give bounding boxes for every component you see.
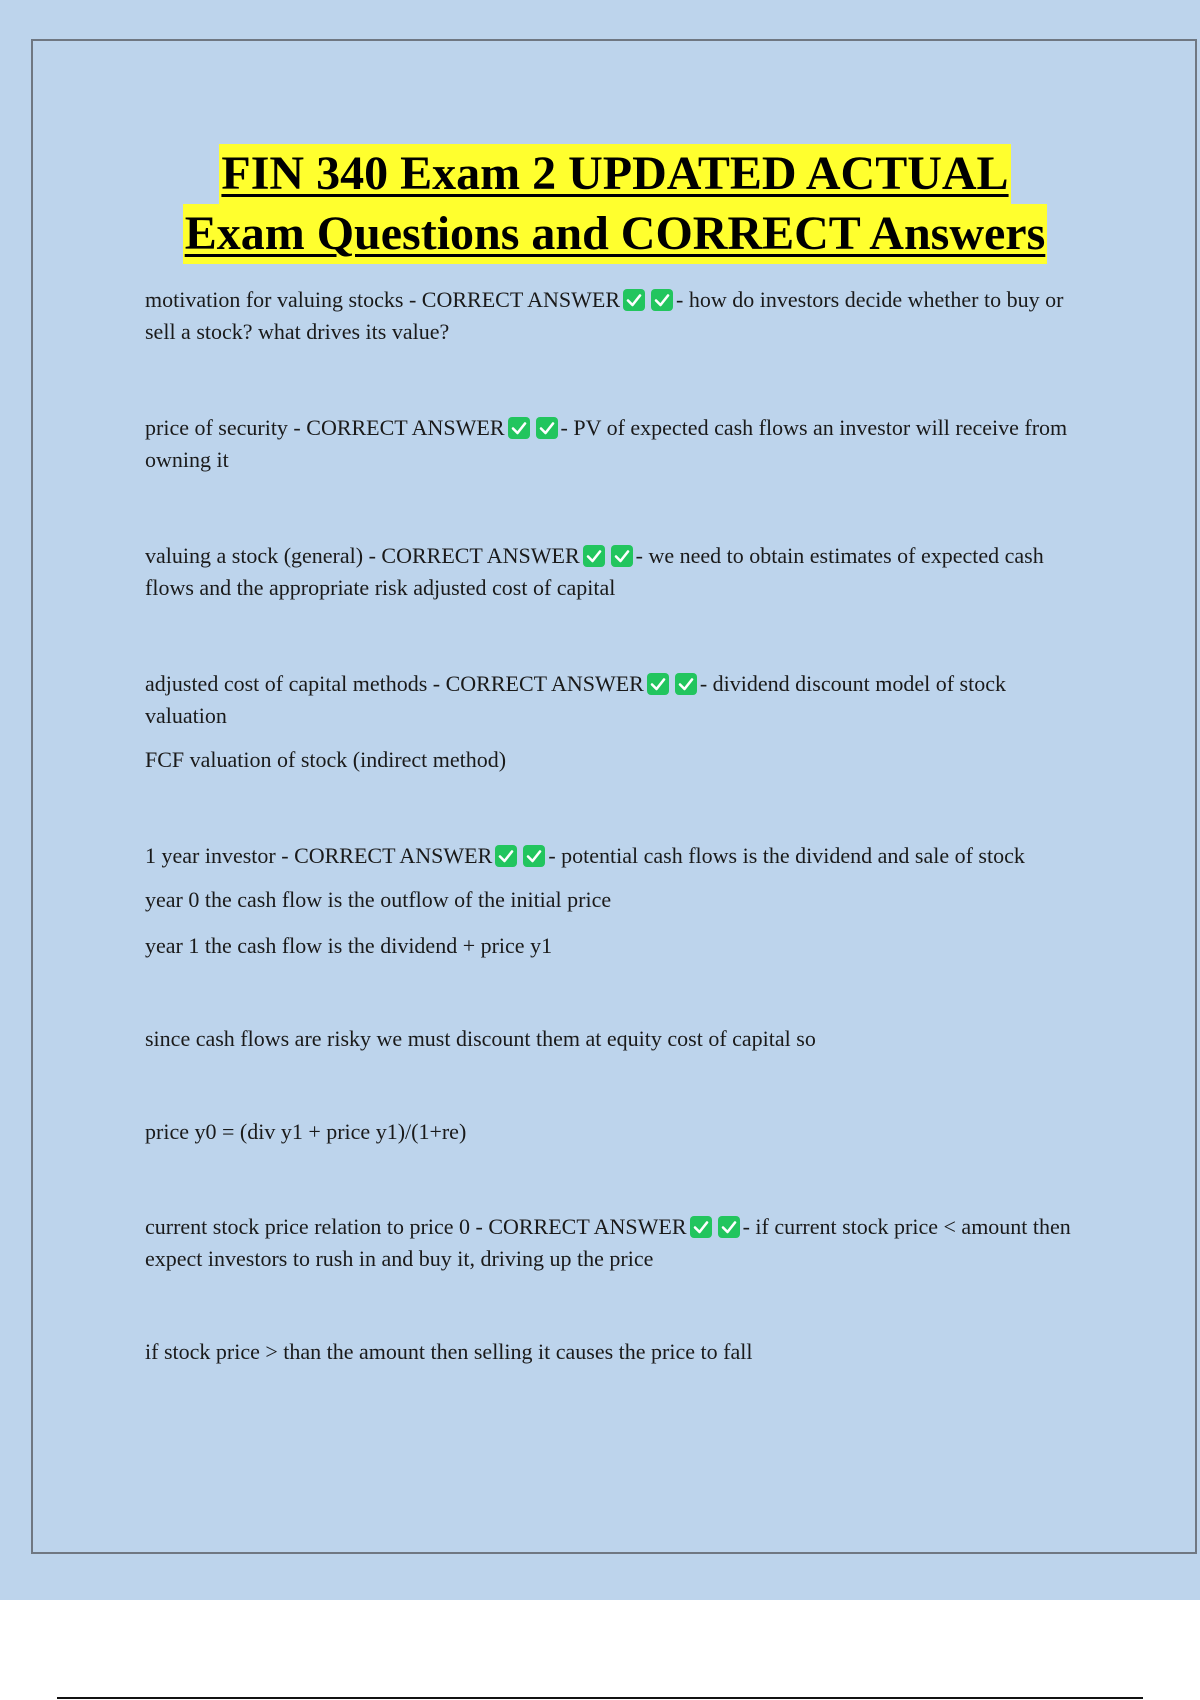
check-mark-icon <box>495 845 517 867</box>
answer-continuation: year 1 the cash flow is the dividend + price y1 <box>145 933 553 958</box>
title-line-1: FIN 340 Exam 2 UPDATED ACTUAL <box>219 144 1010 204</box>
question-term: 1 year investor - <box>145 843 295 868</box>
question-term: price of security - <box>145 415 307 440</box>
answer-text: - potential cash flows is the dividend and sale of stock <box>548 843 1025 868</box>
document-title <box>40 144 1190 264</box>
check-mark-icon <box>583 545 605 567</box>
check-mark-icon <box>523 845 545 867</box>
answer-continuation: FCF valuation of stock (indirect method) <box>145 747 507 772</box>
qa-entry <box>145 1211 1080 1275</box>
answer-text: - how do investors decide whether to buy or sell a stock? what drives its value? <box>145 287 1064 344</box>
footer-divider <box>57 1697 1143 1699</box>
check-mark-icon <box>675 673 697 695</box>
check-mark-icon <box>611 545 633 567</box>
check-mark-icon <box>651 289 673 311</box>
qa-entry <box>145 668 1080 732</box>
answer-marker: CORRECT ANSWER <box>306 415 505 440</box>
qa-entry <box>145 540 1080 604</box>
answer-marker: CORRECT ANSWER <box>488 1214 687 1239</box>
answer-continuation: since cash flows are risky we must discount them at equity cost of capital so <box>145 1026 816 1051</box>
check-mark-icon <box>536 417 558 439</box>
answer-marker: CORRECT ANSWER <box>445 671 644 696</box>
qa-entry <box>145 412 1080 476</box>
title-line-2: Exam Questions and CORRECT Answers <box>183 204 1048 264</box>
answer-text: - if current stock price < amount then expect investors to rush in and buy it, driving up the price <box>145 1214 1071 1271</box>
answer-text: - we need to obtain estimates of expected cash flows and the appropriate risk adjusted cost of capital <box>145 543 1044 600</box>
answer-continuation: price y0 = (div y1 + price y1)/(1+re) <box>145 1119 467 1144</box>
answer-marker: CORRECT ANSWER <box>381 543 580 568</box>
answer-marker: CORRECT ANSWER <box>294 843 493 868</box>
qa-entry <box>145 284 1080 348</box>
check-mark-icon <box>647 673 669 695</box>
check-mark-icon <box>718 1216 740 1238</box>
question-term: current stock price relation to price 0 - <box>145 1214 489 1239</box>
answer-marker: CORRECT ANSWER <box>421 287 621 312</box>
question-term: motivation for valuing stocks - <box>145 287 422 312</box>
question-term: valuing a stock (general) - <box>145 543 382 568</box>
check-mark-icon <box>690 1216 712 1238</box>
answer-continuation: if stock price > than the amount then selling it causes the price to fall <box>145 1339 753 1364</box>
check-mark-icon <box>623 289 645 311</box>
answer-continuation: year 0 the cash flow is the outflow of the initial price <box>145 887 612 912</box>
check-mark-icon <box>508 417 530 439</box>
answer-text: - dividend discount model of stock valuation <box>145 671 1006 728</box>
answer-text: - PV of expected cash flows an investor will receive from owning it <box>145 415 1068 472</box>
question-term: adjusted cost of capital methods - <box>145 671 446 696</box>
qa-content <box>145 284 1080 1368</box>
qa-entry <box>145 840 1080 872</box>
